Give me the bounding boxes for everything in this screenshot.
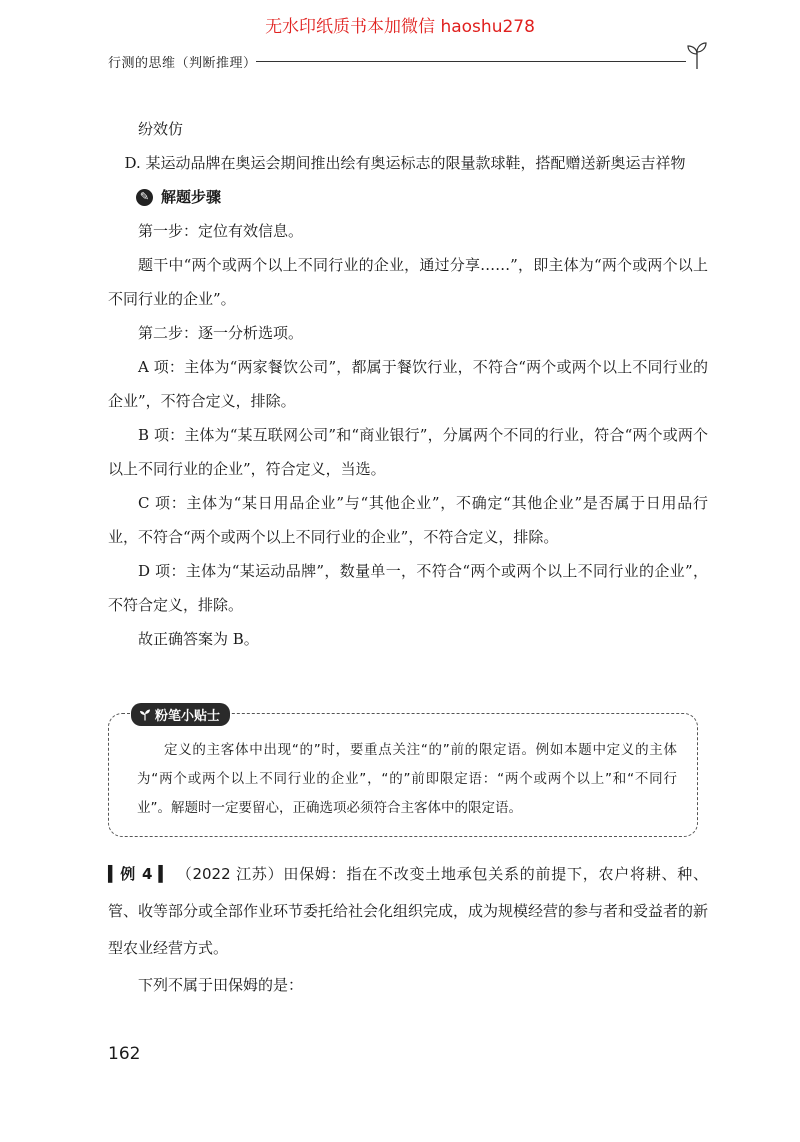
steps-heading-label: 解题步骤 [161,188,222,206]
tip-box [108,709,698,837]
option-analysis-b: B 项：主体为“某互联网公司”和“商业银行”，分属两个不同的行业，符合“两个或两个以上不同行业的企业”，符合定义，当选。 [108,426,708,478]
option-analysis-c: C 项：主体为“某日用品企业”与“其他企业”，不确定“其他企业”是否属于日用品行业，不符合“两个或两个以上不同行业的企业”，不符合定义，排除。 [108,494,708,546]
step-paragraph: 第二步：逐一分析选项。 [138,324,304,342]
step-paragraph: 第一步：定位有效信息。 [138,222,304,240]
option-analysis-a: A 项：主体为“两家餐饮公司”，都属于餐饮行业，不符合“两个或两个以上不同行业的企业”，不符合定义，排除。 [108,358,708,410]
tip-label-text: 粉笔小贴士 [155,709,221,724]
tip-label [131,703,230,726]
option-analysis-d: D 项：主体为“某运动品牌”，数量单一，不符合“两个或两个以上不同行业的企业”，不符合定义，排除。 [108,562,708,614]
header-rule [256,61,686,62]
main-content [108,112,708,656]
tip-text [137,736,677,823]
option-d: D. 某运动品牌在奥运会期间推出绘有奥运标志的限量款球鞋，搭配赠送新奥运吉祥物 [124,154,686,172]
pencil-icon: ✎ [136,189,153,206]
page-number: 162 [108,1044,141,1064]
step-paragraph: 题干中“两个或两个以上不同行业的企业，通过分享……”，即主体为“两个或两个以上不同行业的企业”。 [108,256,708,308]
answer-line: 故正确答案为 B。 [138,630,259,648]
example-block [108,856,708,1004]
sprout-icon [686,40,708,70]
steps-heading [136,180,708,214]
tip-body: 定义的主客体中出现“的”时，要重点关注“的”前的限定语。例如本题中定义的主体为“两个或两个以上不同行业的企业”，“的”前即限定语：“两个或两个以上”和“不同行业”。解题时一定要留心，正确选项必须符合主客体中的限定语。 [137,742,677,816]
example-question: 下列不属于田保姆的是： [138,976,304,994]
continued-line: 纷效仿 [138,120,184,138]
watermark-text: 无水印纸质书本加微信 haoshu278 [265,17,535,37]
page-header [108,52,708,72]
sprout-icon [139,708,151,721]
header-title: 行测的思维（判断推理） [108,56,257,71]
example-body: （2022 江苏）田保姆：指在不改变土地承包关系的前提下，农户将耕、种、管、收等部分或全部作业环节委托给社会化组织完成，成为规模经营的参与者和受益者的新型农业经营方式。 [108,865,709,957]
example-tag: ▍例 4 ▍ [108,865,170,883]
